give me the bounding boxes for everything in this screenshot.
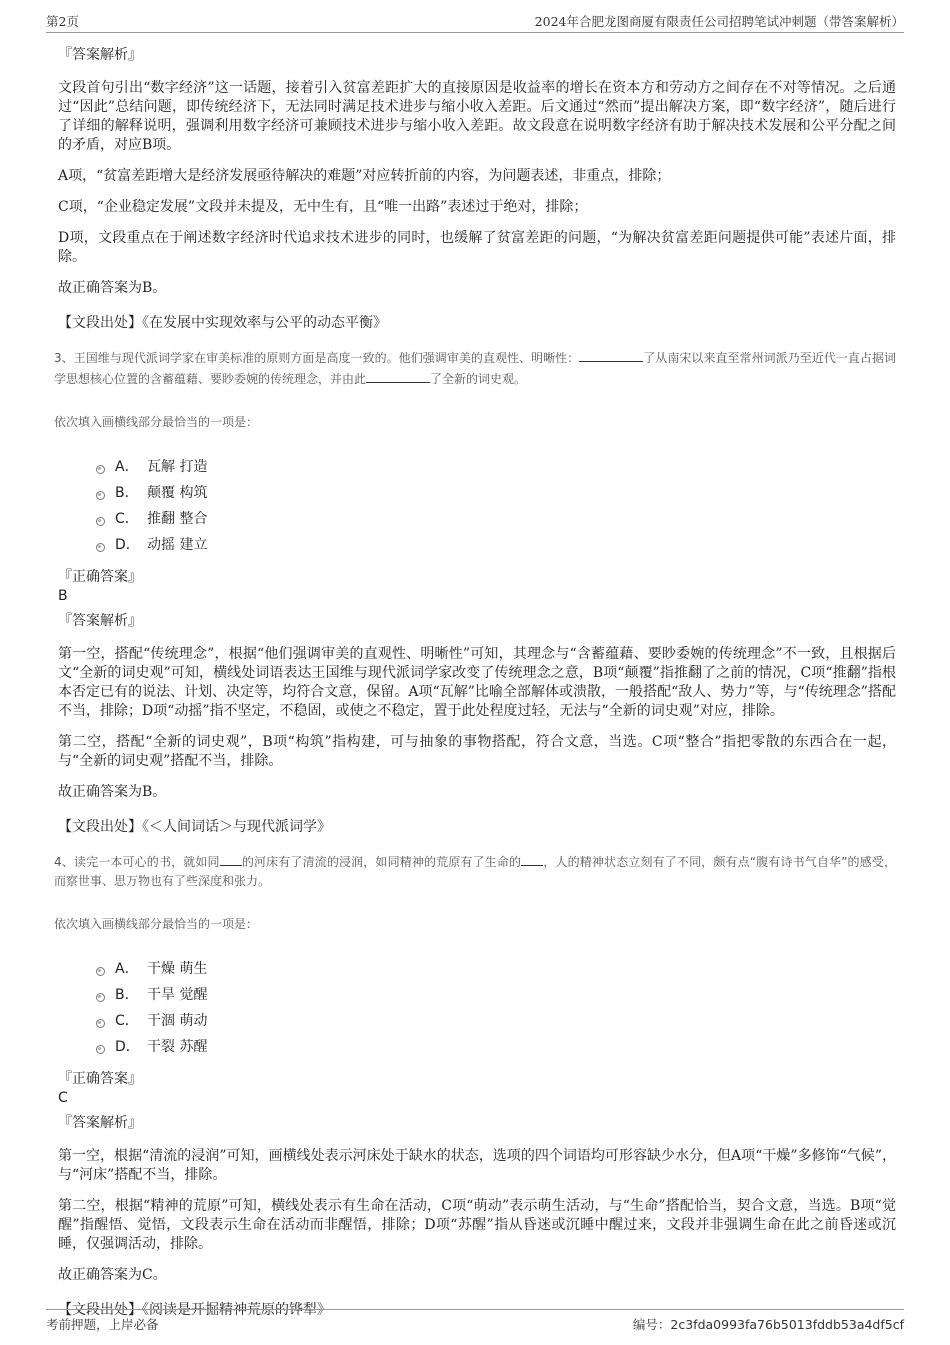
radio-button[interactable]: [96, 517, 105, 526]
option-text: 推翻 整合: [147, 510, 208, 527]
q4-options: [96, 956, 896, 1060]
page-number: 第2页: [46, 14, 79, 29]
radio-button[interactable]: [96, 1019, 105, 1028]
q3-option-d[interactable]: [96, 532, 896, 558]
q4-option-b[interactable]: [96, 982, 896, 1008]
option-letter: D．: [115, 536, 140, 553]
blank: [366, 368, 430, 383]
option-letter: A．: [115, 960, 139, 977]
code-value: 2c3fda0993fa76b5013fddb53a4df5cf: [670, 1317, 904, 1332]
option-text: 动摇 建立: [147, 536, 208, 553]
q4-stem: 4、读完一本可心的书，就如同 的河床有了清流的浸润，如同精神的荒原有了生命的 ，人的精神状态立刻有了不同，颇有点“腹有诗书气自华”的感受，而察世事、思万物也有了些深度和张力。: [54, 851, 896, 891]
q4-analysis-paragraph: 第一空，根据“清流的浸润”可知，画横线处表示河床处于缺水的状态，选项的四个词语均可形容缺少水分，但A项“干燥”多修饰“气候”，与“河床”搭配不当，排除。: [58, 1148, 896, 1183]
q3-analysis-label: 『答案解析』: [58, 613, 142, 629]
radio-button[interactable]: [96, 491, 105, 500]
q2-analysis-label: 『答案解析』: [58, 47, 142, 63]
option-letter: D．: [115, 1038, 140, 1055]
q2-analysis-paragraph: D项，文段重点在于阐述数字经济时代追求技术进步的同时，也缓解了贫富差距的问题，“为解决贫富差距问题提供可能”表述片面，排除。: [58, 230, 896, 265]
q3-analysis-paragraph: 第一空，搭配“传统理念”，根据“他们强调审美的直观性、明晰性”可知，其理念与“含蓄蕴藉、要眇委婉的传统理念”不一致，且根据后文“全新的词史观”可知，横线处词语表达王国维与现代派词学家改变了传统理念之意，B项“颠覆”指推翻了之前的情况，C项“推翻”指根本否定已有的说法、计划、决定等，均符合文意，保留。A项“瓦解”比喻全部解体或溃散，一般搭配“敌人、势力”等，与“传统理念”搭配不当，排除；D项“动摇”指不坚定，不稳固，或使之不稳定，置于此处程度过轻，无法与“全新的词史观”对应，排除。: [58, 646, 896, 719]
q4-correct-value: C: [58, 1090, 68, 1106]
option-text: 干燥 萌生: [147, 960, 208, 977]
q4-conclusion: 故正确答案为C。: [58, 1267, 167, 1283]
q3-option-c[interactable]: [96, 506, 896, 532]
document-code: [633, 1315, 904, 1333]
q3-conclusion: 故正确答案为B。: [58, 784, 167, 800]
option-letter: C．: [115, 510, 139, 527]
code-label: 编号：: [632, 1317, 671, 1332]
option-letter: C．: [115, 1012, 139, 1029]
q4-option-d[interactable]: [96, 1034, 896, 1060]
radio-button[interactable]: [96, 967, 105, 976]
q4-prompt: 依次填入画横线部分最恰当的一项是：: [54, 917, 259, 931]
q3-correct-label: 『正确答案』: [58, 569, 142, 585]
q3-correct-value: B: [58, 588, 68, 604]
q2-conclusion: 故正确答案为B。: [58, 280, 167, 296]
q4-analysis-label: 『答案解析』: [58, 1115, 142, 1131]
radio-button[interactable]: [96, 993, 105, 1002]
page-content: [54, 40, 896, 1320]
q4-option-a[interactable]: [96, 956, 896, 982]
blank: [579, 347, 643, 362]
q2-source: 【文段出处】《在发展中实现效率与公平的动态平衡》: [58, 315, 387, 331]
footer-slogan: 考前押题，上岸必备: [46, 1317, 159, 1332]
option-text: 瓦解 打造: [147, 458, 208, 475]
option-text: 干旱 觉醒: [147, 986, 208, 1003]
radio-button[interactable]: [96, 465, 105, 474]
q3-option-a[interactable]: [96, 454, 896, 480]
blank: [521, 851, 543, 866]
blank: [220, 851, 242, 866]
option-letter: B．: [115, 484, 139, 501]
q4-correct-label: 『正确答案』: [58, 1071, 142, 1087]
q3-source: 【文段出处】《＜人间词话＞与现代派词学》: [58, 819, 331, 835]
q3-option-b[interactable]: [96, 480, 896, 506]
document-title: 2024年合肥龙图商厦有限责任公司招聘笔试冲刺题（带答案解析）: [534, 14, 904, 29]
q2-analysis-paragraph: A项，“贫富差距增大是经济发展亟待解决的难题”对应转折前的内容，为问题表述，非重点，排除；: [58, 168, 671, 184]
option-text: 干裂 苏醒: [147, 1038, 208, 1055]
q2-analysis-paragraph: C项，“企业稳定发展”文段并未提及，无中生有，且“唯一出路”表述过于绝对，排除；: [58, 199, 588, 215]
radio-button[interactable]: [96, 543, 105, 552]
q3-options: [96, 454, 896, 558]
q3-prompt: 依次填入画横线部分最恰当的一项是：: [54, 415, 259, 429]
option-text: 干涸 萌动: [147, 1012, 208, 1029]
q4-source: 【文段出处】《阅读是开掘精神荒原的铧犁》: [58, 1302, 331, 1318]
q4-analysis-paragraph: 第二空，根据“精神的荒原”可知，横线处表示有生命在活动，C项“萌动”表示萌生活动，与“生命”搭配恰当，契合文意，当选。B项“觉醒”指醒悟、觉悟，文段表示生命在活动而非醒悟，排除；D项“苏醒”指从昏迷或沉睡中醒过来，文段并非强调生命在此之前昏迷或沉睡，仅强调活动，排除。: [58, 1198, 896, 1252]
option-letter: B．: [115, 986, 139, 1003]
option-letter: A．: [115, 458, 139, 475]
radio-button[interactable]: [96, 1045, 105, 1054]
page-footer: [46, 1309, 904, 1336]
option-text: 颠覆 构筑: [147, 484, 208, 501]
q3-stem: 3、王国维与现代派词学家在审美标准的原则方面是高度一致的。他们强调审美的直观性、明晰性： 了从南宋以来直至常州词派乃至近代一直占据词学思想核心位置的含蓄蕴藉、要眇委婉的传统理念，并由此 了全新的词史观。: [54, 347, 896, 389]
page-header: [46, 10, 904, 33]
q4-option-c[interactable]: [96, 1008, 896, 1034]
q2-analysis-paragraph: 文段首句引出“数字经济”这一话题，接着引入贫富差距扩大的直接原因是收益率的增长在资本方和劳动方之间存在不对等情况。之后通过“因此”总结问题，即传统经济下，无法同时满足技术进步与缩小收入差距。后文通过“然而”提出解决方案，即“数字经济”，随后进行了详细的解释说明，强调利用数字经济可兼顾技术进步与缩小收入差距。故文段意在说明数字经济有助于解决技术发展和公平分配之间的矛盾，对应B项。: [58, 80, 896, 153]
q3-analysis-paragraph: 第二空，搭配“全新的词史观”，B项“构筑”指构建，可与抽象的事物搭配，符合文意，当选。C项“整合”指把零散的东西合在一起，与“全新的词史观”搭配不当，排除。: [58, 734, 896, 769]
